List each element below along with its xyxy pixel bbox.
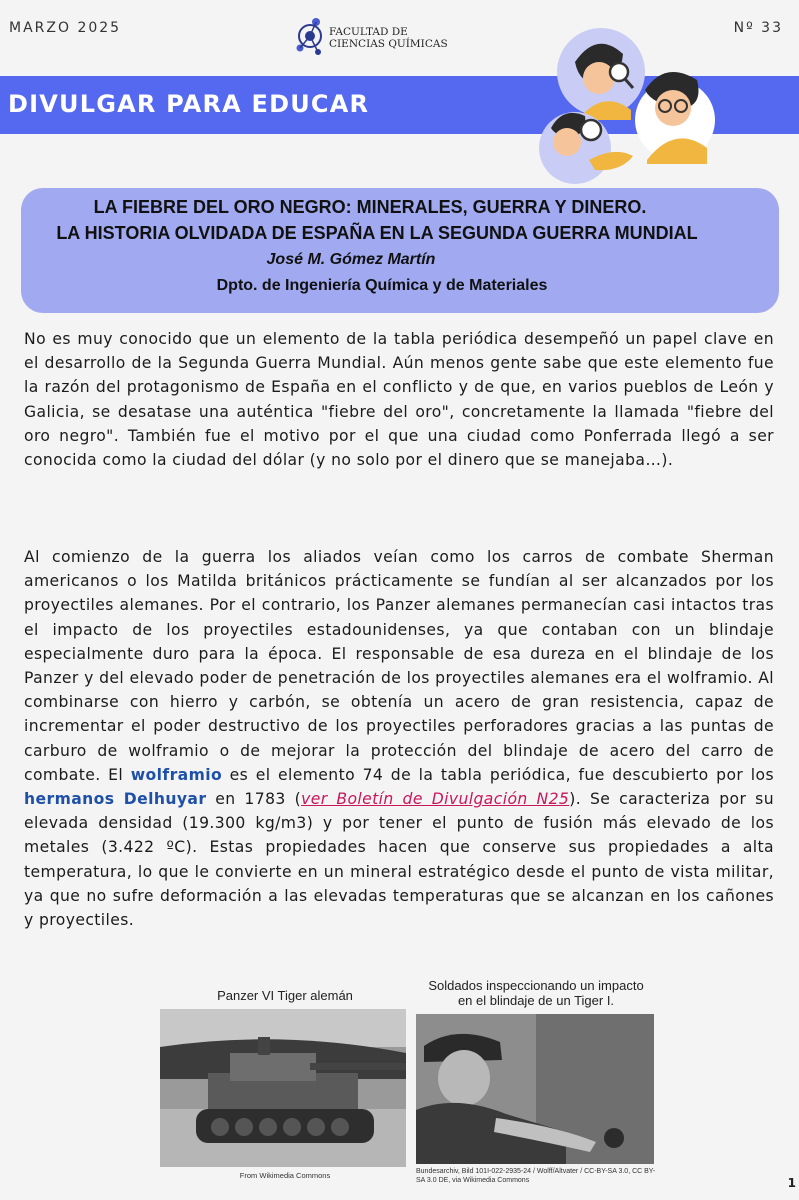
issue-date: MARZO 2025 bbox=[9, 20, 122, 36]
figure-soldiers-inspecting bbox=[416, 978, 656, 1185]
paragraph-2-text-c: en 1783 ( bbox=[206, 790, 302, 809]
section-title: DIVULGAR PARA EDUCAR bbox=[8, 90, 370, 118]
molecule-icon bbox=[294, 16, 324, 60]
article-department: Dpto. de Ingeniería Química y de Materiales bbox=[216, 277, 548, 294]
kids-with-magnifying-glass-illustration bbox=[535, 20, 725, 188]
figure-1-credit: From Wikimedia Commons bbox=[239, 1171, 331, 1180]
soldiers-photo bbox=[416, 1014, 654, 1164]
article-author: José M. Gómez Martín bbox=[266, 251, 436, 268]
bulletin-link[interactable]: ver Boletín de Divulgación N25 bbox=[301, 790, 570, 809]
figure-1-caption: Panzer VI Tiger alemán bbox=[217, 988, 353, 1003]
paragraph-2 bbox=[24, 545, 774, 932]
figure-2-caption-line-1: Soldados inspeccionando un impacto bbox=[428, 978, 644, 993]
article-title-line-2: LA HISTORIA OLVIDADA DE ESPAÑA EN LA SEGUNDA GUERRA MUNDIAL bbox=[56, 223, 698, 243]
page-number: 1 bbox=[787, 1176, 796, 1190]
issue-number: Nº 33 bbox=[733, 20, 783, 36]
keyword-hermanos-delhuyar: hermanos Delhuyar bbox=[24, 790, 207, 809]
paragraph-1: No es muy conocido que un elemento de la tabla periódica desempeñó un papel clave en el desarrollo de la Segunda Guerra Mundial. Aún menos gente sabe que este elemento fue la razón del protagonismo de España en el conflicto y de que, en varios pueblos de León y Galicia, se desatase una auténtica "fiebre del oro", concretamente la llamada "fiebre del oro negro". También fue el motivo por el que una ciudad como Ponferrada llegó a ser conocida como la ciudad del dólar (y no solo por el dinero que se manejaba…). bbox=[24, 330, 774, 470]
faculty-logo bbox=[294, 16, 448, 60]
keyword-wolframio: wolframio bbox=[130, 765, 223, 784]
tiger-tank-photo bbox=[160, 1009, 406, 1167]
paragraph-2-text-a: Al comienzo de la guerra los aliados veían como los carros de combate Sherman americanos o los Matilda británicos prácticamente se fundían al ser alcanzados por los proyectiles alemanes. Por el contrario, los Panzer alemanes permanecían casi intactos tras el impacto de los proyectiles estadounidenses, ya que contaban con un blindaje especialmente duro para la época. El responsable de esa dureza en el blindaje de los Panzer y del elevado poder de penetración de los proyectiles alemanes era el wolframio. Al combinarse con hierro y carbón, se obtenía un acero de gran resistencia, capaz de incrementar el poder destructivo de los proyectiles perforadores gracias a las puntas de carburo de wolframio o de mejorar la protección del blindaje de acero del carro de combate. El bbox=[24, 548, 774, 784]
faculty-line-2: CIENCIAS QUÍMICAS bbox=[329, 38, 448, 50]
figure-2-caption-line-2: en el blindaje de un Tiger I. bbox=[457, 993, 615, 1008]
article-title-box bbox=[21, 188, 779, 313]
figure-tiger-tank bbox=[160, 988, 410, 1180]
paragraph-2-text-d: ). Se caracteriza por su elevada densidad (19.300 kg/m3) y por tener el punto de fusión más elevado de los metales (3.422 ºC). Estas propiedades hacen que conserve sus propiedades a alta temperatura, lo que le convierte en un mineral estratégico desde el punto de vista militar, ya que no sufre deformación a las elevadas temperaturas que se alcanzan en los cañones y proyectiles. bbox=[24, 790, 774, 930]
figure-2-credit: Bundesarchiv, Bild 101I-022-2935-24 / Wolff/Altvater / CC-BY-SA 3.0, CC BY-SA 3.0 DE, via Wikimedia Commons bbox=[416, 1168, 656, 1184]
article-title-line-1: LA FIEBRE DEL ORO NEGRO: MINERALES, GUERRA Y DINERO. bbox=[93, 197, 647, 217]
faculty-line-1: FACULTAD DE bbox=[329, 26, 408, 38]
paragraph-2-text-b: es el elemento 74 de la tabla periódica, fue descubierto por los bbox=[222, 765, 774, 784]
